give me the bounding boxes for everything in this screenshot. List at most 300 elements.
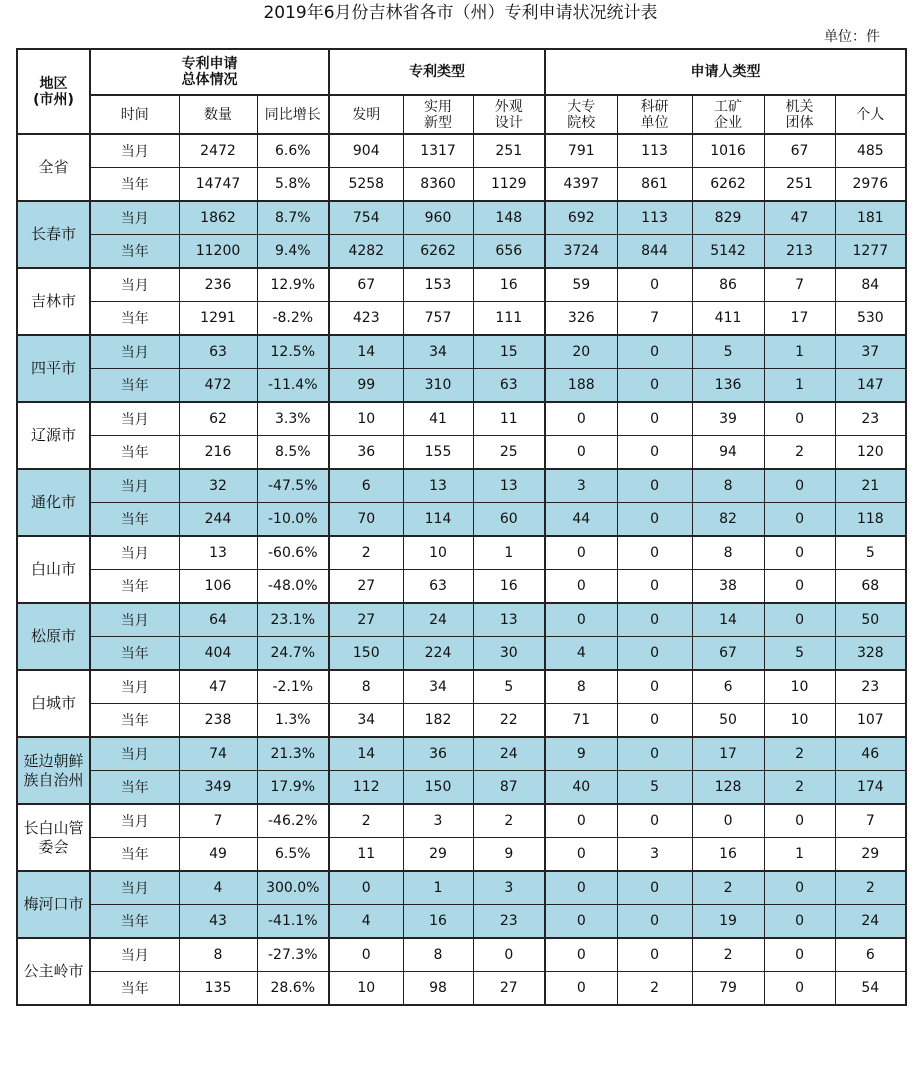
col-yoy-cell: 12.5%	[257, 335, 329, 369]
region-cell: 长春市	[17, 201, 90, 268]
col-enterprise-cell: 67	[692, 637, 764, 671]
col-college-cell: 0	[545, 570, 617, 604]
col-college-cell: 692	[545, 201, 617, 235]
col-utility-cell: 182	[403, 704, 473, 738]
col-time-cell: 当月	[90, 201, 179, 235]
col-individual-cell: 84	[835, 268, 906, 302]
col-utility-cell: 29	[403, 838, 473, 872]
table-row	[17, 972, 906, 1006]
col-research-cell: 0	[617, 704, 692, 738]
col-research-cell: 113	[617, 134, 692, 168]
col-count-cell: 43	[179, 905, 257, 939]
col-college-cell: 20	[545, 335, 617, 369]
col-utility-cell: 8360	[403, 168, 473, 202]
unit-label: 单位：件	[824, 29, 880, 45]
col-utility-cell: 114	[403, 503, 473, 537]
group-type-header: 专利类型	[329, 49, 545, 95]
col-enterprise-cell: 128	[692, 771, 764, 805]
col-design-cell: 0	[473, 938, 545, 972]
region-cell: 松原市	[17, 603, 90, 670]
table-row	[17, 402, 906, 436]
col-utility-cell: 3	[403, 804, 473, 838]
col-count-cell: 47	[179, 670, 257, 704]
col-enterprise-cell: 2	[692, 871, 764, 905]
col-invention-cell: 6	[329, 469, 403, 503]
region-cell: 辽源市	[17, 402, 90, 469]
col-design-cell: 60	[473, 503, 545, 537]
col-college-cell: 4	[545, 637, 617, 671]
col-individual-cell: 2	[835, 871, 906, 905]
col-individual-cell: 328	[835, 637, 906, 671]
col-research-cell: 0	[617, 871, 692, 905]
col-enterprise-cell: 8	[692, 469, 764, 503]
col-utility-cell: 63	[403, 570, 473, 604]
col-college-cell: 0	[545, 402, 617, 436]
col-time-cell: 当年	[90, 771, 179, 805]
col-yoy-cell: -48.0%	[257, 570, 329, 604]
col-count-cell: 49	[179, 838, 257, 872]
table-row	[17, 670, 906, 704]
col-count-cell: 63	[179, 335, 257, 369]
col-enterprise-cell: 39	[692, 402, 764, 436]
col-institution-cell: 0	[764, 804, 835, 838]
col-yoy-cell: -60.6%	[257, 536, 329, 570]
col-count-cell: 106	[179, 570, 257, 604]
col-institution-cell: 0	[764, 871, 835, 905]
col-design-cell: 656	[473, 235, 545, 269]
col-utility-cell: 41	[403, 402, 473, 436]
col-individual-cell: 37	[835, 335, 906, 369]
col-college-cell: 0	[545, 436, 617, 470]
col-utility-cell: 10	[403, 536, 473, 570]
col-enterprise-cell: 136	[692, 369, 764, 403]
col-invention-header: 发明	[329, 95, 403, 134]
col-count-cell: 1862	[179, 201, 257, 235]
col-college-cell: 4397	[545, 168, 617, 202]
col-invention-cell: 99	[329, 369, 403, 403]
col-count-cell: 349	[179, 771, 257, 805]
col-invention-cell: 34	[329, 704, 403, 738]
col-individual-cell: 54	[835, 972, 906, 1006]
col-college-cell: 0	[545, 871, 617, 905]
col-college-cell: 44	[545, 503, 617, 537]
region-cell: 通化市	[17, 469, 90, 536]
col-count-cell: 236	[179, 268, 257, 302]
table-row	[17, 335, 906, 369]
col-individual-cell: 107	[835, 704, 906, 738]
col-design-cell: 16	[473, 570, 545, 604]
region-cell: 四平市	[17, 335, 90, 402]
col-institution-cell: 2	[764, 771, 835, 805]
col-invention-cell: 2	[329, 804, 403, 838]
col-yoy-cell: -8.2%	[257, 302, 329, 336]
col-utility-cell: 224	[403, 637, 473, 671]
col-utility-cell: 757	[403, 302, 473, 336]
col-enterprise-cell: 0	[692, 804, 764, 838]
col-invention-cell: 150	[329, 637, 403, 671]
col-utility-cell: 36	[403, 737, 473, 771]
col-utility-cell: 98	[403, 972, 473, 1006]
col-institution-cell: 1	[764, 838, 835, 872]
col-research-header-line1: 科研	[640, 98, 669, 115]
col-college-cell: 0	[545, 938, 617, 972]
col-enterprise-cell: 38	[692, 570, 764, 604]
col-invention-cell: 5258	[329, 168, 403, 202]
col-institution-cell: 17	[764, 302, 835, 336]
col-college-header	[545, 95, 617, 134]
col-individual-cell: 118	[835, 503, 906, 537]
table-row	[17, 134, 906, 168]
col-yoy-cell: -11.4%	[257, 369, 329, 403]
table-row	[17, 302, 906, 336]
col-count-cell: 1291	[179, 302, 257, 336]
col-enterprise-cell: 6	[692, 670, 764, 704]
col-count-cell: 13	[179, 536, 257, 570]
col-college-cell: 0	[545, 972, 617, 1006]
patent-statistics-table	[16, 48, 907, 1006]
col-count-cell: 4	[179, 871, 257, 905]
col-invention-cell: 36	[329, 436, 403, 470]
col-individual-cell: 21	[835, 469, 906, 503]
region-cell: 梅河口市	[17, 871, 90, 938]
col-invention-cell: 27	[329, 603, 403, 637]
col-invention-cell: 2	[329, 536, 403, 570]
col-enterprise-cell: 6262	[692, 168, 764, 202]
col-count-cell: 32	[179, 469, 257, 503]
col-yoy-cell: -46.2%	[257, 804, 329, 838]
col-count-cell: 64	[179, 603, 257, 637]
col-invention-cell: 904	[329, 134, 403, 168]
col-college-cell: 3	[545, 469, 617, 503]
col-individual-cell: 50	[835, 603, 906, 637]
table-row	[17, 570, 906, 604]
col-time-cell: 当月	[90, 737, 179, 771]
col-institution-cell: 2	[764, 436, 835, 470]
col-design-cell: 24	[473, 737, 545, 771]
col-research-cell: 0	[617, 436, 692, 470]
col-time-cell: 当月	[90, 603, 179, 637]
col-time-header: 时间	[90, 95, 179, 134]
col-utility-cell: 34	[403, 335, 473, 369]
col-institution-cell: 0	[764, 938, 835, 972]
col-count-cell: 244	[179, 503, 257, 537]
page-title: 2019年6月份吉林省各市（州）专利申请状况统计表	[263, 3, 658, 23]
col-enterprise-cell: 19	[692, 905, 764, 939]
col-count-cell: 135	[179, 972, 257, 1006]
col-design-cell: 1129	[473, 168, 545, 202]
col-yoy-cell: 24.7%	[257, 637, 329, 671]
col-institution-cell: 213	[764, 235, 835, 269]
col-institution-header-line2: 团体	[785, 114, 814, 131]
col-enterprise-cell: 829	[692, 201, 764, 235]
col-individual-cell: 147	[835, 369, 906, 403]
col-utility-header	[403, 95, 473, 134]
region-name-line2: 族自治州	[23, 770, 84, 789]
col-design-cell: 25	[473, 436, 545, 470]
col-design-cell: 87	[473, 771, 545, 805]
col-enterprise-cell: 16	[692, 838, 764, 872]
col-design-cell: 148	[473, 201, 545, 235]
group-total-line2: 总体情况	[181, 72, 238, 88]
col-institution-cell: 0	[764, 972, 835, 1006]
col-utility-cell: 6262	[403, 235, 473, 269]
col-college-cell: 0	[545, 603, 617, 637]
col-institution-cell: 0	[764, 536, 835, 570]
table-row	[17, 737, 906, 771]
col-design-cell: 1	[473, 536, 545, 570]
col-institution-header-line1: 机关	[785, 98, 814, 115]
col-enterprise-header-line1: 工矿	[714, 98, 743, 115]
col-count-cell: 14747	[179, 168, 257, 202]
col-college-cell: 0	[545, 838, 617, 872]
col-college-cell: 9	[545, 737, 617, 771]
col-utility-cell: 150	[403, 771, 473, 805]
col-yoy-cell: 5.8%	[257, 168, 329, 202]
col-enterprise-cell: 1016	[692, 134, 764, 168]
col-time-cell: 当月	[90, 938, 179, 972]
col-count-cell: 404	[179, 637, 257, 671]
col-time-cell: 当年	[90, 302, 179, 336]
table-row	[17, 771, 906, 805]
col-college-cell: 3724	[545, 235, 617, 269]
col-research-cell: 0	[617, 804, 692, 838]
col-time-cell: 当月	[90, 134, 179, 168]
col-count-cell: 8	[179, 938, 257, 972]
col-research-cell: 0	[617, 905, 692, 939]
col-research-cell: 113	[617, 201, 692, 235]
col-utility-cell: 960	[403, 201, 473, 235]
col-research-cell: 0	[617, 402, 692, 436]
col-college-cell: 59	[545, 268, 617, 302]
col-college-cell: 0	[545, 905, 617, 939]
col-research-cell: 0	[617, 503, 692, 537]
col-enterprise-cell: 2	[692, 938, 764, 972]
col-time-cell: 当年	[90, 235, 179, 269]
col-design-cell: 13	[473, 469, 545, 503]
col-college-cell: 40	[545, 771, 617, 805]
table-row	[17, 838, 906, 872]
col-institution-cell: 10	[764, 704, 835, 738]
col-count-cell: 11200	[179, 235, 257, 269]
col-invention-cell: 0	[329, 938, 403, 972]
col-design-cell: 2	[473, 804, 545, 838]
col-design-cell: 27	[473, 972, 545, 1006]
table-row	[17, 201, 906, 235]
col-enterprise-cell: 82	[692, 503, 764, 537]
col-utility-cell: 153	[403, 268, 473, 302]
col-yoy-cell: 6.5%	[257, 838, 329, 872]
col-yoy-cell: 28.6%	[257, 972, 329, 1006]
region-cell	[17, 804, 90, 871]
col-research-header-line2: 单位	[640, 114, 669, 131]
col-design-cell: 5	[473, 670, 545, 704]
col-college-cell: 0	[545, 536, 617, 570]
col-enterprise-cell: 8	[692, 536, 764, 570]
region-name-line1: 长白山管	[23, 818, 84, 837]
table-row	[17, 268, 906, 302]
col-yoy-cell: 8.7%	[257, 201, 329, 235]
col-college-cell: 71	[545, 704, 617, 738]
col-individual-cell: 1277	[835, 235, 906, 269]
col-time-cell: 当月	[90, 469, 179, 503]
col-utility-cell: 16	[403, 905, 473, 939]
col-individual-cell: 46	[835, 737, 906, 771]
col-time-cell: 当月	[90, 871, 179, 905]
col-institution-cell: 10	[764, 670, 835, 704]
col-utility-cell: 24	[403, 603, 473, 637]
col-individual-cell: 2976	[835, 168, 906, 202]
col-design-cell: 23	[473, 905, 545, 939]
col-individual-cell: 7	[835, 804, 906, 838]
col-count-cell: 2472	[179, 134, 257, 168]
col-design-cell: 13	[473, 603, 545, 637]
col-design-cell: 15	[473, 335, 545, 369]
col-yoy-cell: 6.6%	[257, 134, 329, 168]
col-invention-cell: 11	[329, 838, 403, 872]
col-research-cell: 0	[617, 637, 692, 671]
region-cell: 全省	[17, 134, 90, 201]
col-individual-cell: 120	[835, 436, 906, 470]
col-college-header-line1: 大专	[567, 98, 596, 115]
col-college-cell: 0	[545, 804, 617, 838]
col-time-cell: 当年	[90, 637, 179, 671]
col-research-cell: 0	[617, 737, 692, 771]
table-row	[17, 235, 906, 269]
table-row	[17, 436, 906, 470]
col-individual-cell: 68	[835, 570, 906, 604]
col-research-cell: 861	[617, 168, 692, 202]
col-invention-cell: 67	[329, 268, 403, 302]
col-research-cell: 0	[617, 670, 692, 704]
region-header	[17, 49, 90, 134]
col-design-cell: 63	[473, 369, 545, 403]
col-utility-cell: 1	[403, 871, 473, 905]
col-design-cell: 11	[473, 402, 545, 436]
col-time-cell: 当年	[90, 570, 179, 604]
col-time-cell: 当月	[90, 268, 179, 302]
col-time-cell: 当年	[90, 168, 179, 202]
col-time-cell: 当月	[90, 402, 179, 436]
col-institution-header	[764, 95, 835, 134]
col-individual-cell: 29	[835, 838, 906, 872]
table-row	[17, 168, 906, 202]
col-yoy-cell: 9.4%	[257, 235, 329, 269]
table-row	[17, 637, 906, 671]
col-enterprise-cell: 17	[692, 737, 764, 771]
col-yoy-cell: 17.9%	[257, 771, 329, 805]
col-enterprise-cell: 411	[692, 302, 764, 336]
col-yoy-cell: -27.3%	[257, 938, 329, 972]
table-row	[17, 704, 906, 738]
col-institution-cell: 67	[764, 134, 835, 168]
col-enterprise-cell: 79	[692, 972, 764, 1006]
col-invention-cell: 70	[329, 503, 403, 537]
col-enterprise-cell: 50	[692, 704, 764, 738]
col-college-cell: 326	[545, 302, 617, 336]
region-cell	[17, 737, 90, 804]
col-yoy-cell: -47.5%	[257, 469, 329, 503]
col-college-cell: 791	[545, 134, 617, 168]
col-research-cell: 844	[617, 235, 692, 269]
col-research-cell: 0	[617, 603, 692, 637]
group-applicant-header: 申请人类型	[545, 49, 906, 95]
col-time-cell: 当年	[90, 838, 179, 872]
col-design-header	[473, 95, 545, 134]
col-yoy-cell: -41.1%	[257, 905, 329, 939]
region-cell: 白山市	[17, 536, 90, 603]
col-individual-cell: 174	[835, 771, 906, 805]
col-count-cell: 216	[179, 436, 257, 470]
col-invention-cell: 423	[329, 302, 403, 336]
col-time-cell: 当年	[90, 503, 179, 537]
col-individual-cell: 23	[835, 670, 906, 704]
region-header-line2: (市州)	[33, 91, 74, 108]
col-utility-cell: 155	[403, 436, 473, 470]
col-invention-cell: 4282	[329, 235, 403, 269]
col-institution-cell: 251	[764, 168, 835, 202]
col-college-cell: 188	[545, 369, 617, 403]
table-row	[17, 871, 906, 905]
col-design-cell: 9	[473, 838, 545, 872]
col-individual-header: 个人	[835, 95, 906, 134]
col-research-cell: 0	[617, 335, 692, 369]
col-research-cell: 3	[617, 838, 692, 872]
col-research-cell: 0	[617, 268, 692, 302]
col-institution-cell: 1	[764, 335, 835, 369]
col-count-cell: 62	[179, 402, 257, 436]
col-count-cell: 238	[179, 704, 257, 738]
table-row	[17, 804, 906, 838]
col-individual-cell: 23	[835, 402, 906, 436]
col-research-cell: 0	[617, 536, 692, 570]
region-header-line1: 地区	[39, 75, 68, 92]
region-name-line2: 委会	[38, 837, 69, 856]
col-institution-cell: 47	[764, 201, 835, 235]
col-invention-cell: 754	[329, 201, 403, 235]
col-invention-cell: 4	[329, 905, 403, 939]
col-institution-cell: 0	[764, 402, 835, 436]
col-research-cell: 5	[617, 771, 692, 805]
col-enterprise-header-line2: 企业	[714, 114, 743, 131]
region-cell: 白城市	[17, 670, 90, 737]
col-individual-cell: 485	[835, 134, 906, 168]
col-invention-cell: 10	[329, 972, 403, 1006]
col-yoy-cell: -10.0%	[257, 503, 329, 537]
col-research-cell: 0	[617, 469, 692, 503]
col-enterprise-cell: 5	[692, 335, 764, 369]
col-design-cell: 111	[473, 302, 545, 336]
col-individual-cell: 530	[835, 302, 906, 336]
col-time-cell: 当年	[90, 905, 179, 939]
col-yoy-cell: 300.0%	[257, 871, 329, 905]
col-count-header: 数量	[179, 95, 257, 134]
table-row	[17, 469, 906, 503]
table-row	[17, 503, 906, 537]
col-enterprise-header	[692, 95, 764, 134]
col-research-cell: 7	[617, 302, 692, 336]
col-research-cell: 0	[617, 369, 692, 403]
col-utility-cell: 34	[403, 670, 473, 704]
region-cell: 吉林市	[17, 268, 90, 335]
col-institution-cell: 0	[764, 469, 835, 503]
col-individual-cell: 6	[835, 938, 906, 972]
col-individual-cell: 5	[835, 536, 906, 570]
col-utility-cell: 8	[403, 938, 473, 972]
col-yoy-cell: 1.3%	[257, 704, 329, 738]
col-individual-cell: 24	[835, 905, 906, 939]
table-row	[17, 369, 906, 403]
group-total-line1: 专利申请	[181, 56, 238, 72]
